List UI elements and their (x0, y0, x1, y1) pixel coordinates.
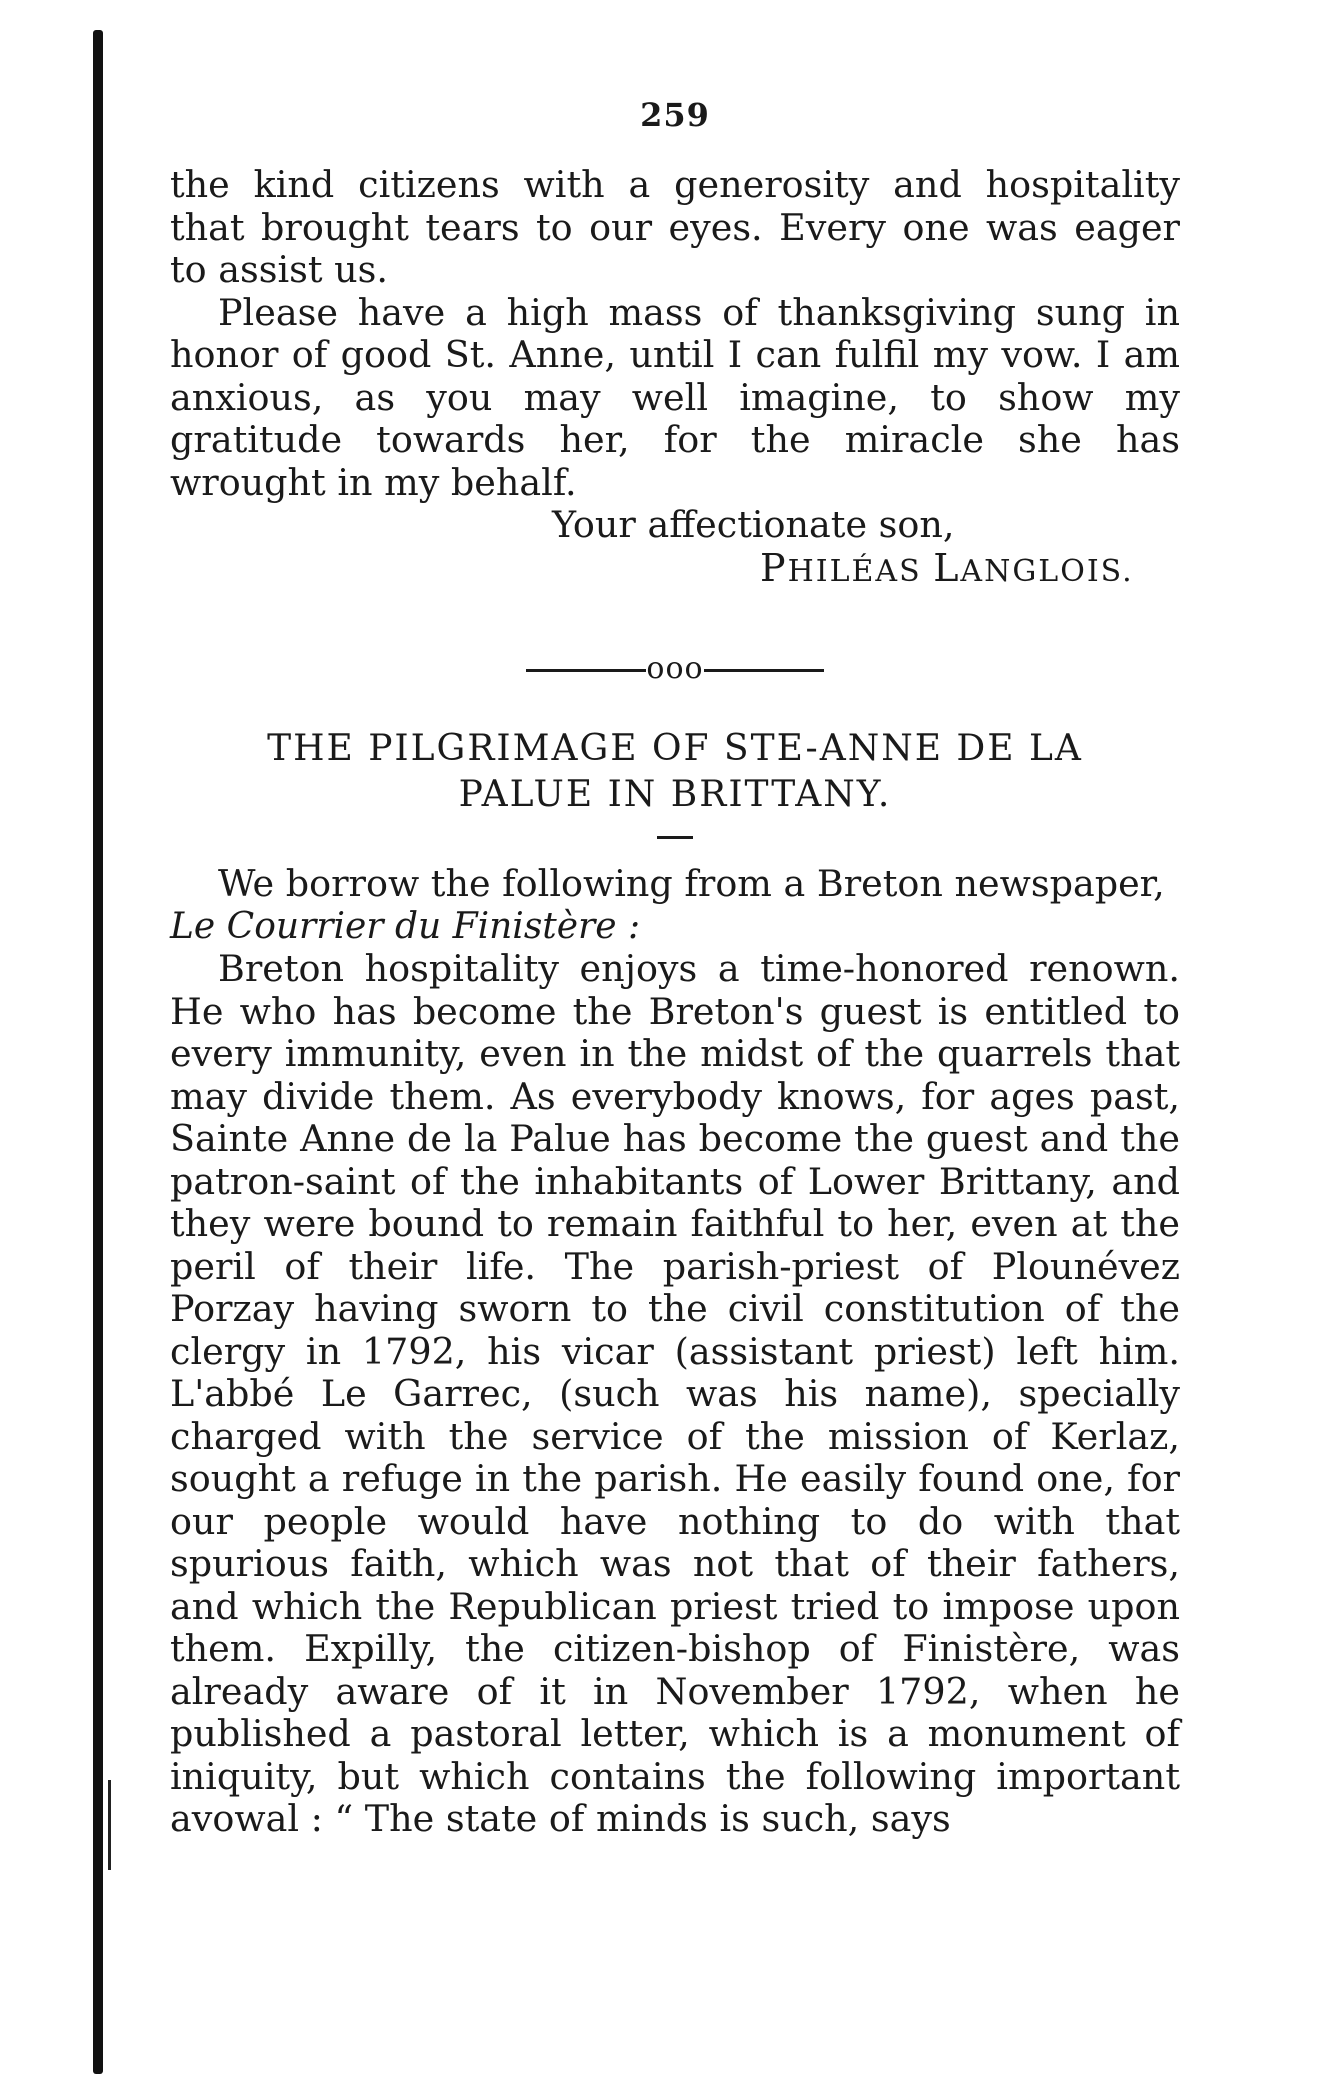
article-title-line-1: THE PILGRIMAGE OF STE-ANNE DE LA (267, 728, 1083, 769)
signature-first-rest: HILÉAS (787, 553, 922, 589)
article-title-line-2: PALUE IN BRITTANY. (458, 774, 892, 815)
article-intro: We borrow the following from a Breton newspaper, (218, 862, 1165, 905)
article-source: Le Courrier du Finistère : (170, 905, 641, 947)
divider-rule-right (704, 669, 824, 672)
signature-last-initial: L (933, 545, 961, 590)
article-title (170, 726, 1180, 818)
divider-ornament: ooo (646, 651, 704, 686)
section-divider (170, 651, 1180, 686)
divider-rule-left (526, 669, 646, 672)
page-content (170, 96, 1180, 1841)
title-underline-rule (657, 836, 693, 839)
signature-first-initial: P (760, 545, 788, 590)
signature-last-rest: ANGLOIS. (960, 553, 1134, 589)
page-number: 259 (640, 96, 710, 134)
letter-paragraph-2: Please have a high mass of thanksgiving sung in honor of good St. Anne, until I can fulfil my vow. I am anxious, as you may well imagine, to show my gratitude towards her, for the miracle she has wrought in my behalf. (170, 290, 1180, 504)
book-binding-edge (93, 30, 103, 2074)
article-body: Breton hospitality enjoys a time-honored renown. He who has become the Breton's guest is entitled to every immunity, even in the midst of the quarrels that may divide them. As everybody knows, for ages past, Sainte Anne de la Palue has become the guest and the patron-saint of the inhabitants of Lower Brittany, and they were bound to remain faithful to her, even at the peril of their life. The parish-priest of Plounévez Porzay having sworn to the civil constitution of the clergy in 1792, his vicar (assistant priest) left him. L'abbé Le Garrec, (such was his name), specially charged with the service of the mission of Kerlaz, sought a refuge in the parish. He easily found one, for our people would have nothing to do with that spurious faith, which was not that of their fathers, and which the Republican priest tried to impose upon them. Expilly, the citizen-bishop of Finistère, was already aware of it in November 1792, when he published a pastoral letter, which is a monument of iniquity, but which contains the following important avowal : “ The state of minds is such, says (170, 947, 1180, 1840)
letter-closing: Your affectionate son, (552, 503, 955, 546)
binding-shadow-line (108, 1780, 111, 1870)
letter-paragraph-1: the kind citizens with a generosity and hospitality that brought tears to our eyes. Every one was eager to assist us. (170, 163, 1180, 291)
letter-signature (170, 547, 1180, 594)
